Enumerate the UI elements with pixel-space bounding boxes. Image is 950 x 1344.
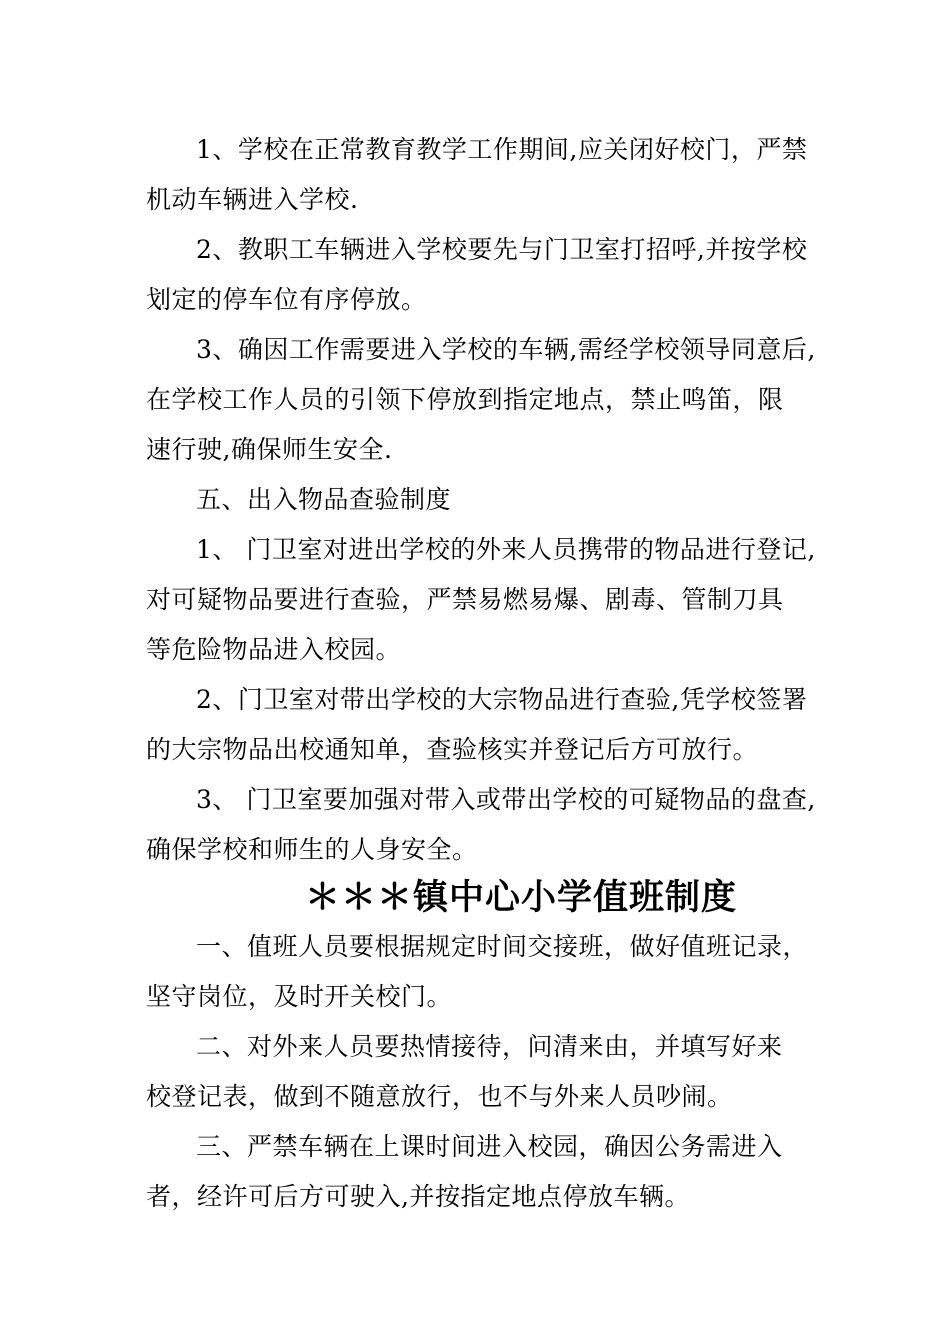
paragraph-line: 3、 门卫室要加强对带入或带出学校的可疑物品的盘查, — [196, 785, 816, 814]
paragraph-line: 速行驶,确保师生安全. — [146, 435, 393, 464]
paragraph-line: 一、值班人员要根据规定时间交接班，做好值班记录， — [196, 932, 809, 961]
paragraph-line: 1、学校在正常教育教学工作期间,应关闭好校门，严禁 — [196, 135, 808, 164]
section-heading: 五、出入物品查验制度 — [196, 485, 452, 514]
paragraph-line: 确保学校和师生的人身安全。 — [146, 835, 478, 864]
paragraph-line: 的大宗物品出校通知单，查验核实并登记后方可放行。 — [146, 735, 759, 764]
paragraph-line: 者，经许可后方可驶入,并按指定地点停放车辆。 — [146, 1182, 690, 1211]
paragraph-line: 二、对外来人员要热情接待，问清来由，并填写好来 — [196, 1032, 783, 1061]
paragraph-line: 三、严禁车辆在上课时间进入校园，确因公务需进入 — [196, 1132, 783, 1161]
paragraph-line: 3、确因工作需要进入学校的车辆,需经学校领导同意后, — [196, 335, 816, 364]
paragraph-line: 坚守岗位，及时开关校门。 — [146, 982, 453, 1011]
document-title: ＊＊＊镇中心小学值班制度 — [305, 878, 738, 918]
paragraph-line: 2、教职工车辆进入学校要先与门卫室打招呼,并按学校 — [196, 235, 808, 264]
paragraph-line: 划定的停车位有序停放。 — [146, 285, 427, 314]
paragraph-line: 对可疑物品要进行查验，严禁易燃易爆、剧毒、管制刀具 — [146, 585, 784, 614]
paragraph-line: 2、门卫室对带出学校的大宗物品进行查验,凭学校签署 — [196, 685, 808, 714]
paragraph-line: 在学校工作人员的引领下停放到指定地点，禁止鸣笛，限 — [146, 385, 784, 414]
paragraph-line: 1、 门卫室对进出学校的外来人员携带的物品进行登记, — [196, 535, 816, 564]
paragraph-line: 等危险物品进入校园。 — [146, 635, 402, 664]
paragraph-line: 校登记表，做到不随意放行，也不与外来人员吵闹。 — [146, 1082, 733, 1111]
paragraph-line: 机动车辆进入学校. — [146, 185, 359, 214]
